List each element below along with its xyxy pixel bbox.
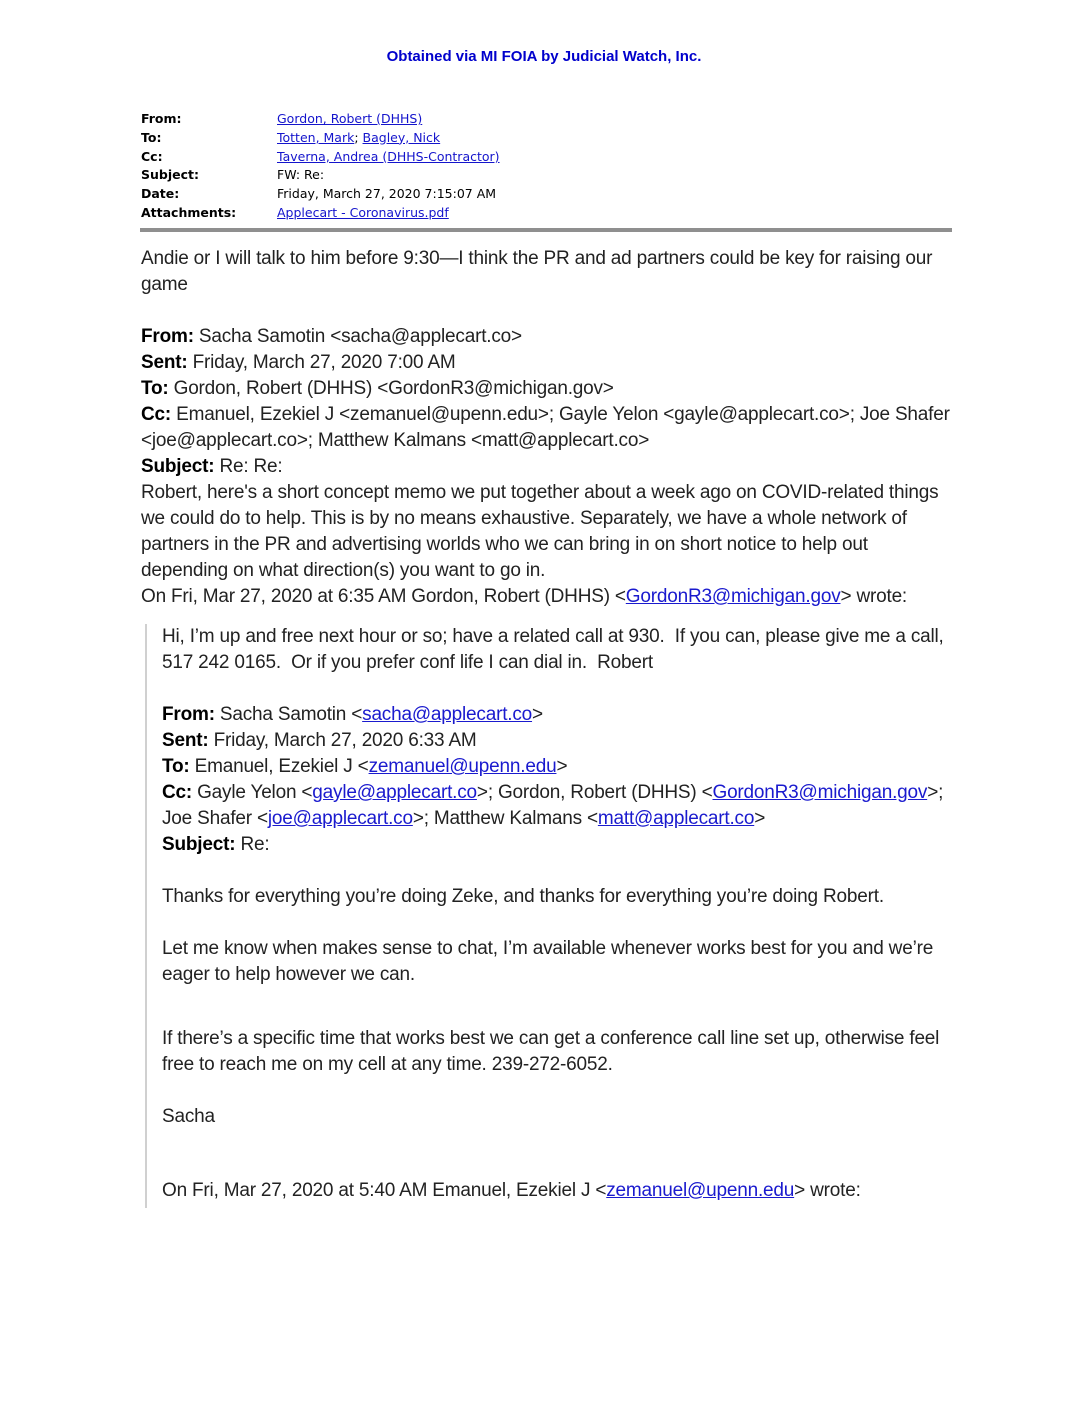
field-label: Subject: xyxy=(141,167,199,183)
email-link[interactable]: Totten, Mark xyxy=(277,129,355,145)
signature: Sacha xyxy=(162,1106,215,1127)
text-segment: ; xyxy=(354,129,363,145)
text-segment: FW: Re: xyxy=(277,167,325,183)
email-link[interactable]: zemanuel@upenn.edu xyxy=(368,756,557,777)
header-line-sent xyxy=(141,350,955,376)
field-value xyxy=(277,148,953,167)
text-segment: > xyxy=(556,756,568,777)
field-label: Subject: xyxy=(141,456,215,477)
field-label: Cc: xyxy=(141,404,172,425)
text-segment: Friday, March 27, 2020 7:15:07 AM xyxy=(277,186,497,202)
text-segment: Gayle Yelon < xyxy=(192,782,313,803)
text-segment: > wrote: xyxy=(840,586,908,607)
text-segment: Re: xyxy=(235,834,270,855)
text-segment: > xyxy=(532,704,543,725)
field-label: Subject: xyxy=(162,834,236,855)
header-line-cc xyxy=(141,402,955,454)
header-line-subject xyxy=(141,454,955,480)
field-value xyxy=(277,185,953,204)
field-value xyxy=(277,110,953,129)
header-divider xyxy=(140,228,952,232)
email-link[interactable]: Applecart - Coronavirus.pdf xyxy=(277,204,449,220)
text-segment: Emanuel, Ezekiel J < xyxy=(189,756,369,777)
forwarded-header xyxy=(141,324,955,480)
field-label: Sent: xyxy=(141,352,188,373)
email-link[interactable]: Gordon, Robert (DHHS) xyxy=(277,111,423,126)
email-header xyxy=(141,110,953,223)
text-segment: On Fri, Mar 27, 2020 at 5:40 AM Emanuel, Ezekiel J < xyxy=(162,1180,607,1201)
quoted-email xyxy=(145,624,955,1208)
email-link[interactable]: joe@applecart.co xyxy=(267,808,413,829)
field-label: From: xyxy=(162,704,215,725)
email-link[interactable]: GordonR3@michigan.gov xyxy=(712,782,928,803)
field-value xyxy=(277,204,953,223)
text-segment: >; Gordon, Robert (DHHS) < xyxy=(476,782,713,803)
text-segment: >; Matthew Kalmans < xyxy=(412,808,598,829)
text-segment: Sacha Samotin <sacha@applecart.co> xyxy=(193,326,522,347)
email-link[interactable]: gayle@applecart.co xyxy=(312,782,477,803)
quote-header-line-cc xyxy=(162,780,955,832)
field-label: To: xyxy=(141,129,162,145)
email-link[interactable]: Taverna, Andrea (DHHS-Contractor) xyxy=(277,148,500,164)
text-segment: Re: Re: xyxy=(214,456,283,477)
email-link[interactable]: Bagley, Nick xyxy=(362,129,441,145)
header-line-from xyxy=(141,324,955,350)
text-segment: >; Joe Shafer < xyxy=(162,782,949,829)
email-link[interactable]: GordonR3@michigan.gov xyxy=(625,586,841,607)
email-body xyxy=(141,246,955,1208)
text-segment: On Fri, Mar 27, 2020 at 6:35 AM Gordon, Robert (DHHS) < xyxy=(141,586,626,607)
text-segment: > wrote: xyxy=(794,1180,861,1201)
email-link[interactable]: zemanuel@upenn.edu xyxy=(606,1180,795,1201)
foia-watermark: Obtained via MI FOIA by Judicial Watch, Inc. xyxy=(386,48,702,65)
email-link[interactable]: matt@applecart.co xyxy=(597,808,755,829)
text-segment: Friday, March 27, 2020 7:00 AM xyxy=(187,352,456,373)
conference-paragraph: If there’s a specific time that works best we can get a conference call line set up, otherwise feel free to reach me on my cell at any time. 239-272-6052. xyxy=(162,1028,945,1075)
availability-paragraph: Let me know when makes sense to chat, I’m available whenever works best for you and we’re eager to help however we can. xyxy=(162,938,939,985)
field-value xyxy=(277,166,953,185)
text-segment: > xyxy=(754,808,766,829)
header-line-to xyxy=(141,376,955,402)
quote-header-line-from xyxy=(162,702,955,728)
field-label: From: xyxy=(141,326,194,347)
nested-quote-attribution xyxy=(162,1178,955,1204)
intro-paragraph: Andie or I will talk to him before 9:30—I think the PR and ad partners could be key for raising our game xyxy=(141,248,938,295)
quote-header-line-subject xyxy=(162,832,955,858)
quote-header xyxy=(162,702,955,858)
field-row-date xyxy=(141,185,953,204)
quote-header-line-sent xyxy=(162,728,955,754)
field-label: To: xyxy=(141,378,169,399)
field-row-subject xyxy=(141,166,953,185)
field-row-attachments xyxy=(141,204,953,223)
email-link[interactable]: sacha@applecart.co xyxy=(362,704,533,725)
quote-attribution xyxy=(141,584,955,610)
field-label: To: xyxy=(162,756,190,777)
quote-header-line-to xyxy=(162,754,955,780)
field-value xyxy=(277,129,953,148)
quote-opening-paragraph: Hi, I’m up and free next hour or so; have a related call at 930. If you can, please give me a call, 517 242 0165. Or if you prefer conf life I can dial in. Robert xyxy=(162,626,949,673)
field-label: Attachments: xyxy=(141,204,237,220)
field-label: Cc: xyxy=(162,782,193,803)
text-segment: Friday, March 27, 2020 6:33 AM xyxy=(208,730,477,751)
text-segment: Sacha Samotin < xyxy=(214,704,363,725)
field-row-cc xyxy=(141,148,953,167)
field-label: Cc: xyxy=(141,148,163,164)
field-row-to xyxy=(141,129,953,148)
field-label: From: xyxy=(141,111,182,126)
text-segment: Gordon, Robert (DHHS) <GordonR3@michigan.gov> xyxy=(168,378,614,399)
field-label: Sent: xyxy=(162,730,209,751)
thanks-paragraph: Thanks for everything you’re doing Zeke, and thanks for everything you’re doing Robert. xyxy=(162,886,884,907)
field-row-from xyxy=(141,110,953,129)
memo-paragraph: Robert, here's a short concept memo we put together about a week ago on COVID-related things we could do to help. This is by no means exhaustive. Separately, we have a whole network of partners in the PR and advertising worlds who we can bring in on short notice to help out depending on what direction(s) you want to go in. xyxy=(141,482,944,581)
field-label: Date: xyxy=(141,186,180,202)
text-segment: Emanuel, Ezekiel J <zemanuel@upenn.edu>; Gayle Yelon <gayle@applecart.co>; Joe Shafer <joe@applecart.co>; Matthew Kalmans <matt@applecart.co> xyxy=(141,404,955,451)
